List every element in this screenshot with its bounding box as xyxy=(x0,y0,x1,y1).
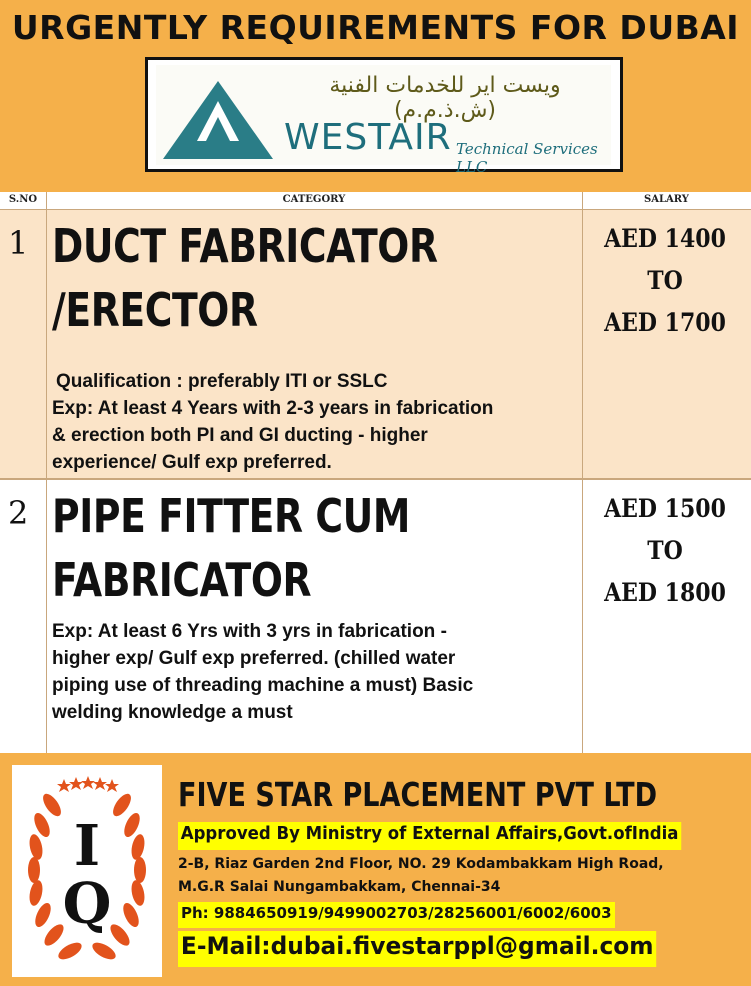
experience-line: Exp: At least 6 Yrs with 3 yrs in fabrication - xyxy=(52,621,447,642)
footer xyxy=(0,753,751,986)
job-title xyxy=(52,484,487,612)
salary-from: AED 1400 xyxy=(604,224,726,253)
experience-line: higher exp/ Gulf exp preferred. (chilled water xyxy=(52,648,456,669)
emblem-letter-q: Q xyxy=(62,871,112,937)
qualification-text: Qualification : preferably ITI or SSLC xyxy=(56,371,388,392)
email-address: E-Mail:dubai.fivestarppl@gmail.com xyxy=(178,931,656,967)
experience-line: experience/ Gulf exp preferred. xyxy=(52,452,332,473)
header-salary: SALARY xyxy=(644,194,689,205)
westair-logo xyxy=(145,57,623,176)
salary-to: AED 1700 xyxy=(604,308,726,337)
job-title-line: DUCT FABRICATOR xyxy=(52,219,438,273)
column-divider xyxy=(46,192,47,753)
header xyxy=(0,0,751,192)
salary-to: AED 1800 xyxy=(604,578,726,607)
header-sno: S.NO xyxy=(8,194,38,205)
address-line: M.G.R Salai Nungambakkam, Chennai-34 xyxy=(178,879,501,895)
job-title-line: FABRICATOR xyxy=(52,553,312,607)
logo-panel xyxy=(156,65,611,176)
salary-range xyxy=(599,218,731,344)
company-name: FIVE STAR PLACEMENT PVT LTD xyxy=(178,775,658,814)
logo-subtitle: Technical Services LLC xyxy=(456,140,598,176)
experience-line: welding knowledge a must xyxy=(52,702,293,723)
address-line: 2-B, Riaz Garden 2nd Floor, NO. 29 Kodambakkam High Road, xyxy=(178,856,664,872)
column-divider xyxy=(582,192,583,753)
experience-line: & erection both PI and GI ducting - higher xyxy=(52,425,428,446)
salary-from: AED 1500 xyxy=(604,494,726,523)
header-category: CATEGORY xyxy=(282,194,346,205)
experience-line: piping use of threading machine a must) Basic xyxy=(52,675,474,696)
headline: URGENTLY REQUIREMENTS FOR DUBAI xyxy=(11,8,740,47)
emblem-letter-i: I xyxy=(73,813,101,879)
logo-brand-name: WESTAIR xyxy=(284,117,452,158)
experience-line: Exp: At least 4 Years with 2-3 years in fabrication xyxy=(52,398,494,419)
row-sno: 2 xyxy=(8,494,29,532)
table-row xyxy=(0,478,751,753)
row-sno: 1 xyxy=(8,224,29,262)
table-row xyxy=(0,210,751,478)
job-table xyxy=(0,192,751,753)
agency-emblem xyxy=(12,765,162,977)
triangle-logo-icon xyxy=(161,79,276,161)
salary-range xyxy=(599,488,731,614)
salary-to-word: TO xyxy=(647,266,683,295)
phone-numbers: Ph: 9884650919/9499002703/28256001/6002/6003 xyxy=(178,902,615,928)
table-header xyxy=(0,192,751,210)
laurel-wreath-icon xyxy=(12,765,162,977)
job-title xyxy=(52,214,487,342)
job-title-line: PIPE FITTER CUM xyxy=(52,489,410,543)
job-title-line: /ERECTOR xyxy=(52,283,258,337)
salary-to-word: TO xyxy=(647,536,683,565)
logo-arabic-text: ويست اير للخدمات الفنية (ش.ذ.م.م) xyxy=(329,73,561,123)
approval-note: Approved By Ministry of External Affairs,Govt.ofIndia xyxy=(178,822,681,850)
